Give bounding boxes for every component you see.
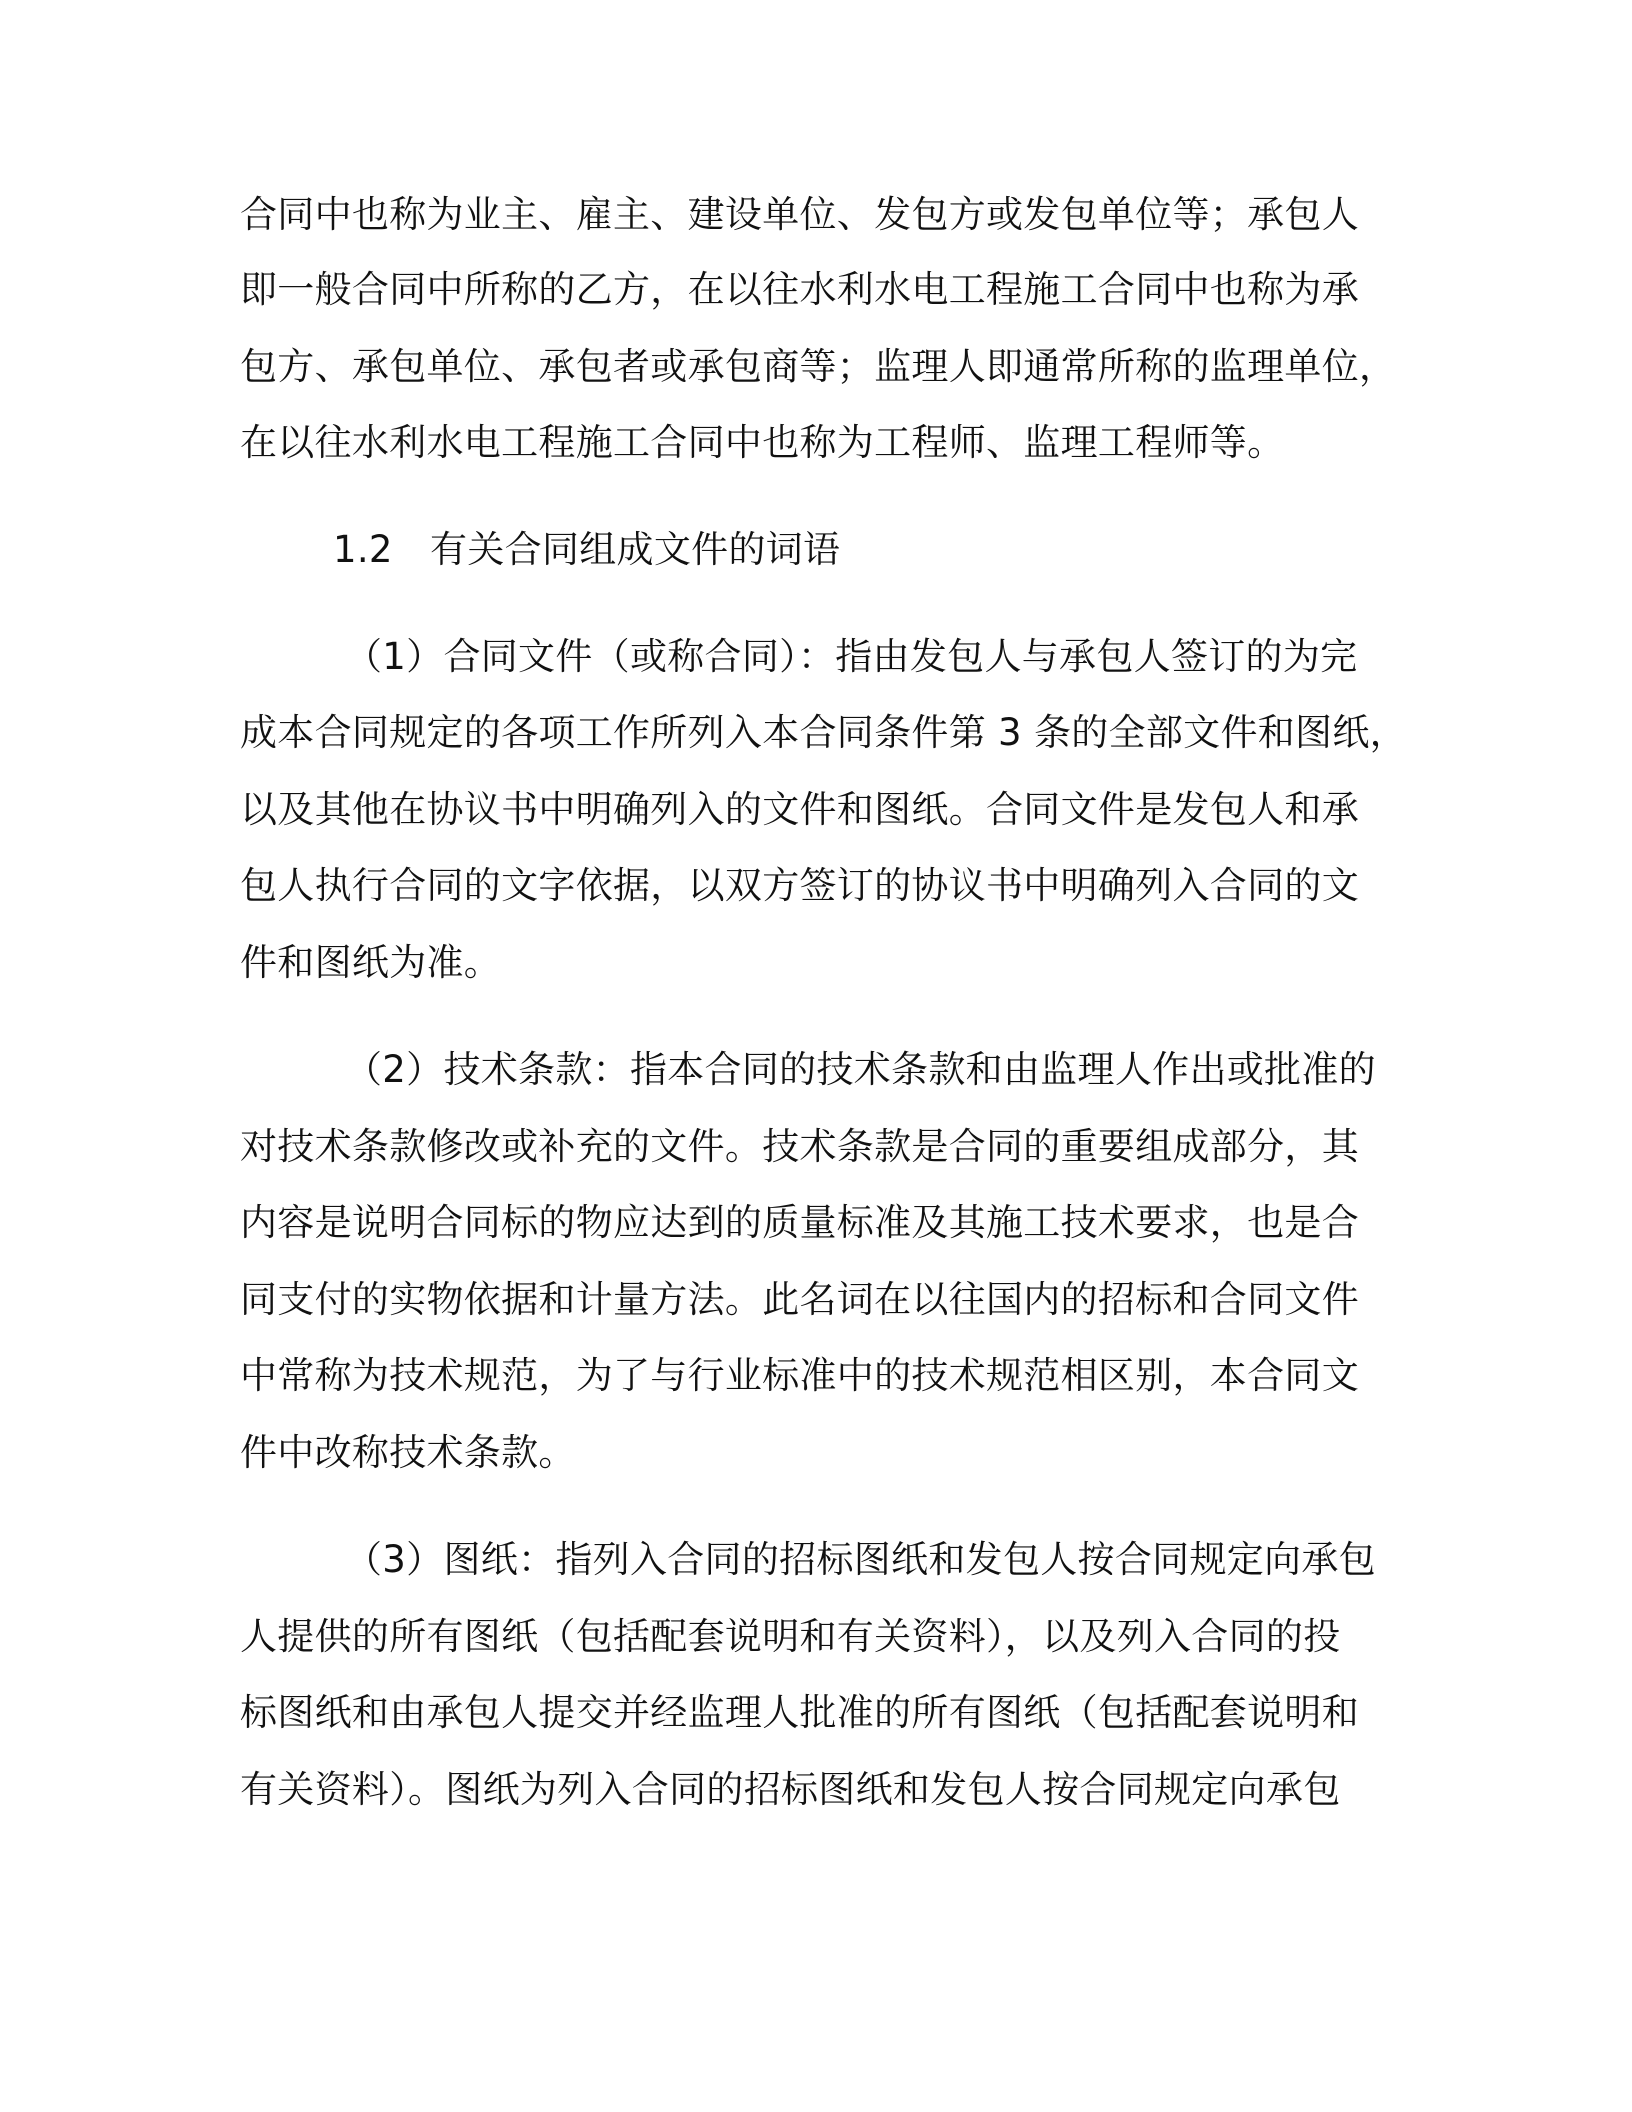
item-1-line-4: 包人执行合同的文字依据，以双方签订的协议书中明确列入合同的文 [240,864,1359,907]
item-1-line-1: （1）合同文件（或称合同）：指由发包人与承包人签订的为完 [345,635,1358,678]
intro-line-1: 合同中也称为业主、雇主、建设单位、发包方或发包单位等；承包人 [240,193,1359,236]
intro-line-2: 即一般合同中所称的乙方，在以往水利水电工程施工合同中也称为承 [240,268,1359,311]
item-1-line-2: 成本合同规定的各项工作所列入本合同条件第 3 条的全部文件和图纸， [240,711,1407,754]
item-3-line-3: 标图纸和由承包人提交并经监理人批准的所有图纸（包括配套说明和 [240,1691,1359,1734]
item-3-line-1: （3）图纸：指列入合同的招标图纸和发包人按合同规定向承包 [345,1538,1376,1581]
item-2-line-1: （2）技术条款：指本合同的技术条款和由监理人作出或批准的 [345,1048,1376,1091]
item-2-line-4: 同支付的实物依据和计量方法。此名词在以往国内的招标和合同文件 [240,1278,1359,1321]
item-2-line-2: 对技术条款修改或补充的文件。技术条款是合同的重要组成部分，其 [240,1125,1359,1168]
section-heading: 1.2 有关合同组成文件的词语 [333,528,841,571]
item-3-line-2: 人提供的所有图纸（包括配套说明和有关资料），以及列入合同的投 [240,1615,1341,1658]
item-2-line-3: 内容是说明合同标的物应达到的质量标准及其施工技术要求，也是合 [240,1201,1359,1244]
item-2-line-6: 件中改称技术条款。 [240,1431,576,1474]
item-1-line-3: 以及其他在协议书中明确列入的文件和图纸。合同文件是发包人和承 [240,788,1359,831]
intro-line-4: 在以往水利水电工程施工合同中也称为工程师、监理工程师等。 [240,421,1285,464]
item-1-line-5: 件和图纸为准。 [240,941,502,984]
item-2-line-5: 中常称为技术规范，为了与行业标准中的技术规范相区别，本合同文 [240,1354,1359,1397]
intro-line-3: 包方、承包单位、承包者或承包商等；监理人即通常所称的监理单位， [240,345,1397,388]
item-3-line-4: 有关资料）。图纸为列入合同的招标图纸和发包人按合同规定向承包 [240,1768,1341,1811]
